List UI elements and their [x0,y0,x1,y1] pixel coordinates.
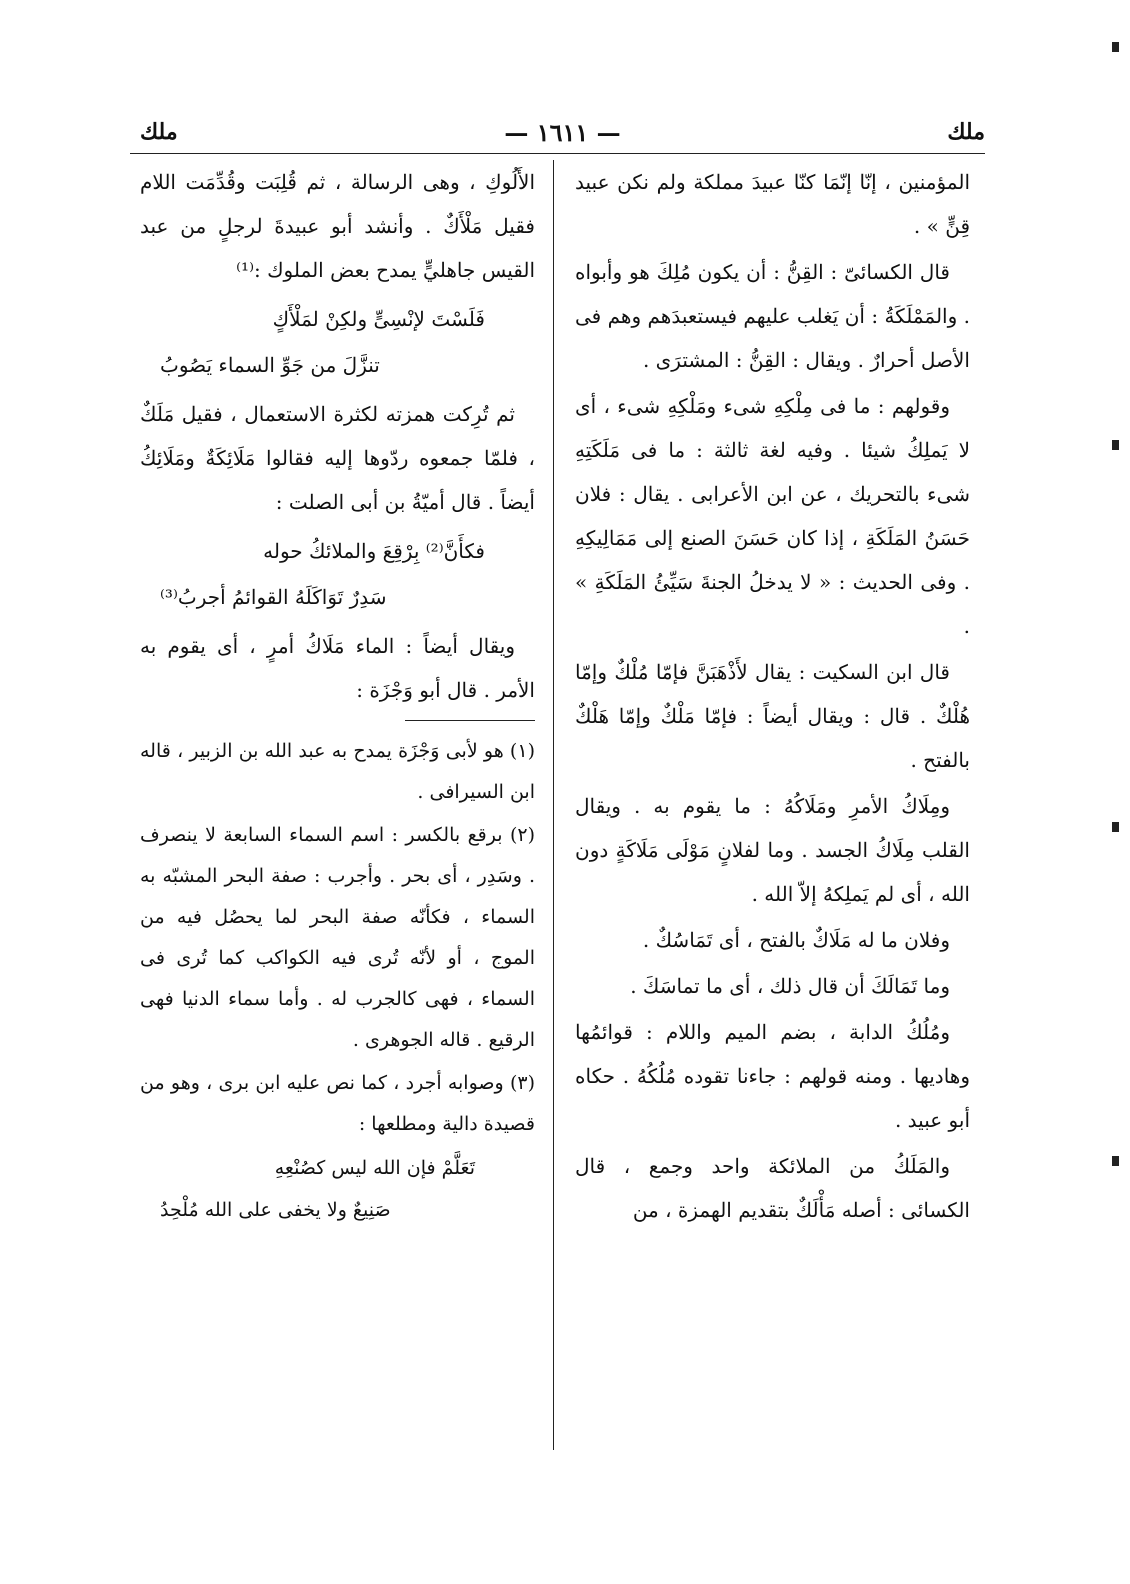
paragraph: قال الكسائىّ : القِنُّ : أن يكون مُلِكَ هو وأبواه . والمَمْلَكَةُ : أن يَغلب عليهم فيستعبدَهم وهم فى الأصل أحرارٌ . ويقال : القِنُّ : المشترَى . [575,260,970,372]
scan-edge-mark [1112,822,1119,832]
paragraph: ويقال أيضاً : الماء مَلَاكُ أمرٍ ، أى يقوم به الأمر . قال أبو وَجْزَة : [140,634,535,702]
verse-second-hemistich: تنزَّلَ من جَوِّ السماء يَصُوبُ [160,353,380,377]
verse-second-hemistich: سَدِرٌ تَوَاكَلَهُ القوائمُ أجربُ⁽³⁾ [160,585,387,609]
header-keyword-left: ملك [140,119,178,145]
page-number: — ١٦١١ — [504,117,621,147]
footnote-rule [405,720,535,721]
poetry-verse [140,296,535,388]
scan-edge-mark [1112,42,1119,52]
verse-second-hemistich: صَنِيعٌ ولا يخفى على الله مُلْحِدُ [160,1199,391,1221]
poetry-verse [140,528,535,620]
scan-edge-mark [1112,440,1119,450]
paragraph: المؤمنين ، إنّا إنّمَا كنّا عبيدَ مملكة ولم نكن عبيد قِنٍّ » . [575,170,970,238]
running-header [140,112,985,152]
verse-first-hemistich: فَلَسْتَ لإنْسِىٍّ ولكِنْ لمَلْأَكٍ [272,307,485,331]
footnote-2: (٢) برقع بالكسر : اسم السماء السابعة لا ينصرف . وسَدِر ، أى بحر . وأجرب : صفة البحر المشبّه به السماء ، فكأنّه صفة البحر لما يحصُل فيه من الموج ، أو لأنّه تُرى فيه الكواكب كما تُرى فى السماء ، فهى كالجرب له . وأما سماء الدنيا فهى الرقيع . قاله الجوهرى . [140,824,535,1051]
paragraph: الأَلُوكِ ، وهى الرسالة ، ثم قُلِبَت وقُدِّمَت اللام فقيل مَلْأَكٌ . وأنشد أبو عبيدةَ لرجلٍ من عبد القيس جاهليٍّ يمدح بعض الملوك :⁽¹⁾ [140,170,535,282]
footnote-3: (٣) وصوابه أجرد ، كما نص عليه ابن برى ، وهو من قصيدة دالية ومطلعها : [140,1072,535,1135]
footnotes [140,731,535,1231]
verse-first-hemistich: تَعَلَّمْ فإن الله ليس كصُنْعِهِ [274,1157,475,1179]
paragraph: والمَلَكُ من الملائكة واحد وجمع ، قال الكسائى : أصله مَأْلَكٌ بتقديم الهمزة ، من [575,1154,970,1222]
header-rule [130,153,985,154]
paragraph: ثم تُرِكت همزته لكثرة الاستعمال ، فقيل مَلَكٌ ، فلمّا جمعوه ردّوها إليه فقالوا مَلَائِكَةٌ ومَلَائِكُ أيضاً . قال أميّةُ بن أبى الصلت : [140,402,535,514]
paragraph: ومِلَاكُ الأمرِ ومَلَاكُهُ : ما يقوم به . ويقال القلب مِلَاكُ الجسد . وما لفلانٍ مَوْلَى مَلَاكَةٍ دون الله ، أى لم يَملِكهُ إلاّ الله . [575,794,970,906]
right-column [575,160,970,1234]
footnote-verse [140,1147,535,1231]
header-keyword-right: ملك [947,119,985,145]
paragraph: وقولهم : ما فى مِلْكِهِ شىء ومَلْكِهِ شىء ، أى لا يَملِكُ شيئا . وفيه لغة ثالثة : ما فى مَلَكَتِهِ شىء بالتحريك ، عن ابن الأعرابى . يقال : فلان حَسَنُ المَلَكَةِ ، إذا كان حَسَنَ الصنع إلى مَمَالِيكِهِ . وفى الحديث : « لا يدخلُ الجنةَ سَيِّئُ المَلَكَةِ » . [575,394,970,638]
paragraph: وما تَمَالَكَ أن قال ذلك ، أى ما تماسَكَ . [630,974,950,998]
paragraph: وفلان ما له مَلَاكٌ بالفتح ، أى تَمَاسُكٌ . [642,928,950,952]
column-divider [553,160,554,1450]
verse-first-hemistich: فكأَنَّ⁽²⁾ بِرْقِعَ والملائكُ حوله [263,539,485,563]
left-column [140,160,535,1231]
footnote-1: (١) هو لأبى وَجْزَة يمدح به عبد الله بن الزبير ، قاله ابن السيرافى . [140,740,535,803]
paragraph: ومُلُكُ الدابة ، بضم الميم واللام : قوائمُها وهاديها . ومنه قولهم : جاءنا تقوده مُلُكُهُ . حكاه أبو عبيد . [575,1020,970,1132]
scan-edge-mark [1112,1156,1119,1166]
paragraph: قال ابن السكيت : يقال لأَذْهَبَنَّ فإمّا مُلْكٌ وإمّا هُلْكٌ . قال : ويقال أيضاً : فإمّا مَلْكٌ وإمّا هَلْكٌ بالفتح . [575,660,970,772]
